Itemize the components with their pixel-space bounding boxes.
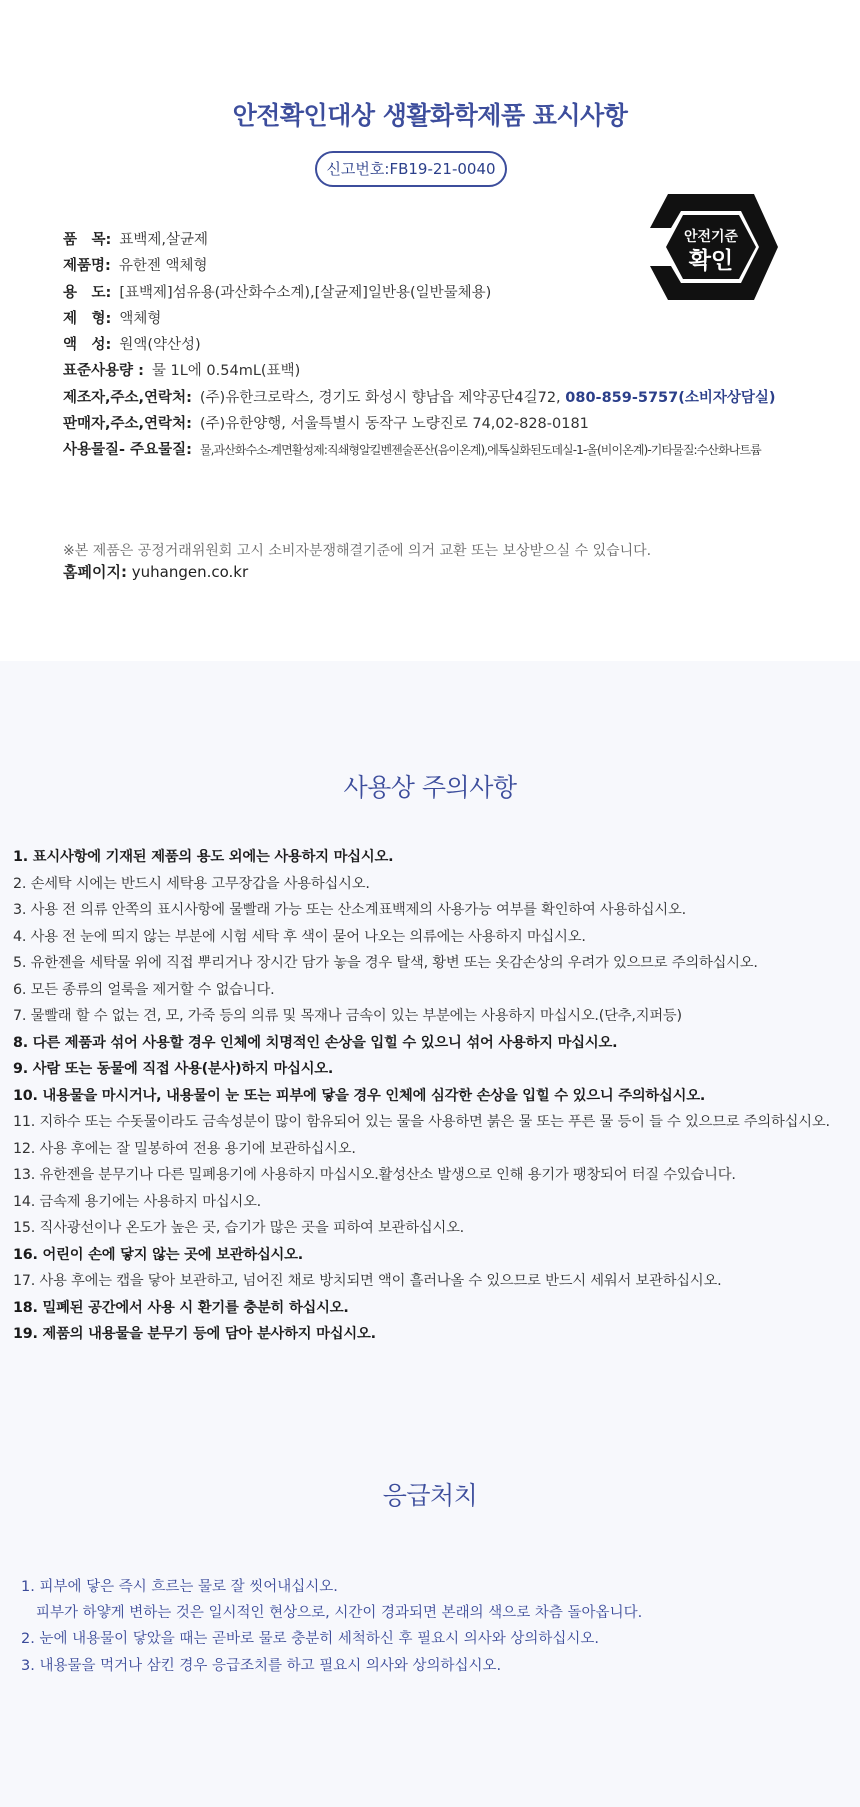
caution-item: 15. 직사광선이나 온도가 높은 곳, 습기가 많은 곳을 피하여 보관하십시오. <box>13 1220 465 1236</box>
info-label: 사용물질- 주요물질: <box>63 442 192 459</box>
info-row-ph <box>63 333 776 359</box>
info-value: [표백제]섬유용(과산화수소계),[살균제]일반용(일반물체용) <box>119 284 492 301</box>
info-label: 품 목: <box>63 232 112 248</box>
info-row-usage <box>63 281 776 307</box>
homepage-label: 홈페이지: <box>63 563 127 581</box>
caution-item: 18. 밀폐된 공간에서 사용 시 환기를 충분히 하십시오. <box>13 1299 349 1316</box>
caution-item: 14. 금속제 용기에는 사용하지 마십시오. <box>13 1193 262 1210</box>
caution-item: 19. 제품의 내용물을 분무기 등에 담아 분사하지 마십시오. <box>13 1326 376 1342</box>
info-value: (주)유한양행, 서울특별시 동작구 노량진로 74,02-828-0181 <box>199 416 589 433</box>
caution-item: 7. 물빨래 할 수 없는 견, 모, 가죽 등의 의류 및 목재나 금속이 있는 부분에는 사용하지 마십시오.(단추,지퍼등) <box>13 1008 682 1024</box>
info-value: 유한젠 액체형 <box>118 258 208 275</box>
registration-badge: 신고번호:FB19-21-0040 <box>315 151 507 187</box>
caution-item: 5. 유한젠을 세탁물 위에 직접 뿌리거나 장시간 담가 놓을 경우 탈색, 황변 또는 옷감손상의 우려가 있으므로 주의하십시오. <box>13 955 758 971</box>
seal-text-main: 확인 <box>688 248 734 274</box>
caution-section <box>0 661 860 1807</box>
info-value: 물,과산화수소-계면활성제:직쇄형알킬벤젠술폰산(음이온계),에톡실화된도데실-1-올(비이온계)-기타물질:수산화나트륨 <box>199 443 761 458</box>
consumer-phone: 080-859-5757(소비자상담실) <box>565 389 776 406</box>
info-label: 용 도: <box>63 284 112 301</box>
caution-item: 2. 손세탁 시에는 반드시 세탁용 고무장갑을 사용하십시오. <box>13 875 370 892</box>
info-label: 제품명: <box>63 258 111 275</box>
caution-item: 11. 지하수 또는 수돗물이라도 금속성분이 많이 함유되어 있는 물을 사용하면 붉은 물 또는 푸른 물 등이 들 수 있으므로 주의하십시오. <box>13 1114 830 1130</box>
caution-item: 10. 내용물을 마시거나, 내용물이 눈 또는 피부에 닿을 경우 인체에 심각한 손상을 입힐 수 있으니 주의하십시오. <box>13 1087 706 1104</box>
caution-item: 12. 사용 후에는 잘 밀봉하여 전용 용기에 보관하십시오. <box>13 1140 356 1157</box>
info-row-manufacturer <box>63 386 776 412</box>
info-value: 표백제,살균제 <box>119 232 208 248</box>
product-info-list <box>63 228 776 465</box>
compensation-notice: ※본 제품은 공정거래위원회 고시 소비자분쟁해결기준에 의거 교환 또는 보상받으실 수 있습니다. <box>63 543 652 559</box>
info-row-name <box>63 254 776 280</box>
caution-item: 8. 다른 제품과 섞어 사용할 경우 인체에 치명적인 손상을 입힐 수 있으니 섞어 사용하지 마십시오. <box>13 1034 618 1051</box>
caution-item: 17. 사용 후에는 캡을 닿아 보관하고, 넘어진 채로 방치되면 액이 흘러나올 수 있으므로 반드시 세워서 보관하십시오. <box>13 1273 722 1289</box>
info-row-ingredients <box>63 438 776 464</box>
info-row-dosage <box>63 359 776 385</box>
caution-item: 1. 표시사항에 기재된 제품의 용도 외에는 사용하지 마십시오. <box>13 849 394 865</box>
caution-item: 16. 어린이 손에 닿지 않는 곳에 보관하십시오. <box>13 1246 304 1263</box>
first-aid-item: 3. 내용물을 먹거나 삼킨 경우 응급조치를 하고 필요시 의사와 상의하십시오. <box>21 1657 502 1674</box>
first-aid-item: 피부가 하얗게 변하는 것은 일시적인 현상으로, 시간이 경과되면 본래의 색으로 차츰 돌아옵니다. <box>36 1605 643 1622</box>
caution-item: 4. 사용 전 눈에 띄지 않는 부분에 시험 세탁 후 색이 묻어 나오는 의류에는 사용하지 마십시오. <box>13 928 586 945</box>
info-label: 제조자,주소,연락처: <box>63 389 192 406</box>
info-label: 액 성: <box>63 337 112 354</box>
label-section <box>0 0 860 661</box>
caution-list <box>13 846 830 1350</box>
info-value: (주)유한크로락스, 경기도 화성시 향남읍 제약공단4길72, <box>199 389 561 406</box>
page-title: 안전확인대상 생활화학제품 표시사항 <box>232 101 628 130</box>
first-aid-item: 2. 눈에 내용물이 닿았을 때는 곧바로 물로 충분히 세척하신 후 필요시 의사와 상의하십시오. <box>21 1631 600 1648</box>
info-label: 판매자,주소,연락처: <box>63 416 192 433</box>
info-value: 액체형 <box>119 310 162 327</box>
first-aid-title: 응급처치 <box>382 1481 478 1510</box>
info-row-form <box>63 307 776 333</box>
info-label: 제 형: <box>63 310 112 327</box>
first-aid-item: 1. 피부에 닿은 즉시 흐르는 물로 잘 씻어내십시오. <box>21 1579 338 1595</box>
caution-item: 13. 유한젠을 분무기나 다른 밀폐용기에 사용하지 마십시오.활성산소 발생으로 인해 용기가 팽창되어 터질 수있습니다. <box>13 1167 736 1183</box>
seal-text-top: 안전기준 <box>683 229 739 245</box>
homepage-link[interactable]: yuhangen.co.kr <box>131 563 249 581</box>
info-label: 표준사용량 : <box>63 363 144 380</box>
info-value: 물 1L에 0.54mL(표백) <box>151 363 301 380</box>
first-aid-list <box>21 1575 642 1680</box>
caution-item: 6. 모든 종류의 얼룩을 제거할 수 없습니다. <box>13 981 275 998</box>
info-row-item <box>63 228 776 254</box>
info-row-seller <box>63 412 776 438</box>
info-value: 원액(약산성) <box>119 337 201 354</box>
caution-item: 3. 사용 전 의류 안쪽의 표시사항에 물빨래 가능 또는 산소계표백제의 사용가능 여부를 확인하여 사용하십시오. <box>13 902 686 918</box>
caution-title: 사용상 주의사항 <box>343 773 517 802</box>
caution-item: 9. 사람 또는 동물에 직접 사용(분사)하지 마십시오. <box>13 1061 334 1077</box>
homepage <box>63 561 248 582</box>
